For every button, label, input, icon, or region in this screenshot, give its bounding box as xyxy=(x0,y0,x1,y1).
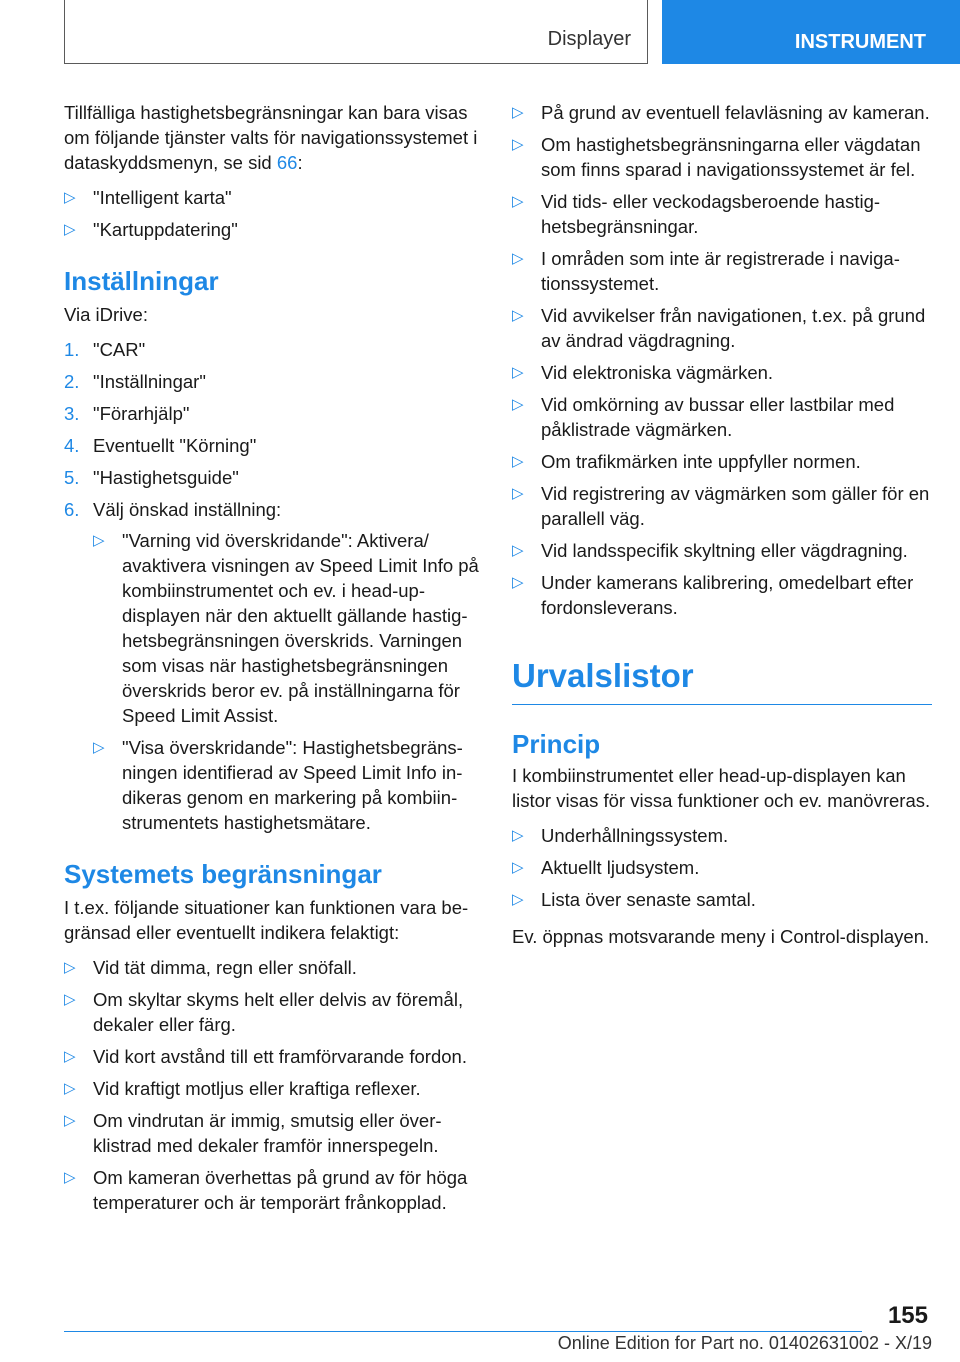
list-item-text: Vid omkörning av bussar eller lastbilar med påklistrade vägmärken. xyxy=(541,394,895,440)
list-item-text: Om hastighetsbegränsningarna eller vägdatan som finns sparad i navigationssystemet är fel. xyxy=(541,134,921,180)
list-item-text: Vid kort avstånd till ett framförvarande fordon. xyxy=(93,1046,467,1067)
list-item-text: Vid elektroniska vägmärken. xyxy=(541,362,774,383)
list-item xyxy=(512,887,932,912)
step-text: Eventuellt "Körning" xyxy=(93,435,257,456)
list-item-text: Vid landsspecifik skyltning eller vägdragning. xyxy=(541,540,908,561)
list-item xyxy=(512,449,932,474)
step-number: 3. xyxy=(64,403,80,424)
triangle-bullet-icon: ▷ xyxy=(512,364,524,381)
header-section-box xyxy=(64,0,648,64)
step-text: "Förarhjälp" xyxy=(93,403,190,424)
services-list xyxy=(64,185,480,242)
list-item-text: Underhållningssystem. xyxy=(541,825,729,846)
list-item-text: Under kamerans kalibrering, omedelbart efter fordonsleverans. xyxy=(541,572,914,618)
principle-heading: Princip xyxy=(512,729,601,759)
list-item-text: Om trafikmärken inte uppfyller normen. xyxy=(541,451,861,472)
header-section-title: Displayer xyxy=(547,28,631,50)
limits-list xyxy=(64,955,480,1215)
footer-edition: Online Edition for Part no. 01402631002 - X/19 xyxy=(557,1333,932,1353)
triangle-bullet-icon: ▷ xyxy=(512,891,524,908)
step-text: "Hastighetsguide" xyxy=(93,467,239,488)
list-item xyxy=(64,217,480,242)
list-item xyxy=(64,1108,480,1158)
list-item-text: "Varning vid överskridande": Aktivera/ avaktivera visningen av Speed Limit Info på kombiinstrumentet och ev. i head-up-displayen när den aktuellt gällande hastighetsbegränsningen överskrids. Varningen som visas när hastighetsbegränsningen överskrids beror ev. på inställningarna för Speed Limit Assist. xyxy=(122,530,479,726)
step-number: 5. xyxy=(64,467,80,488)
list-item xyxy=(512,360,932,385)
lists-heading: Urvalslistor xyxy=(512,656,932,705)
list-item-text: I områden som inte är registrerade i navigationssystemet. xyxy=(541,248,900,294)
triangle-bullet-icon: ▷ xyxy=(64,959,76,976)
triangle-bullet-icon: ▷ xyxy=(64,189,76,206)
settings-steps xyxy=(64,337,480,835)
intro-text: Tillfälliga hastighetsbegränsningar kan bara visas om följande tjänster valts för navigationssystemet i dataskyddsmenyn, se sid xyxy=(64,102,478,173)
triangle-bullet-icon: ▷ xyxy=(512,250,524,267)
step-text: "Inställningar" xyxy=(93,371,206,392)
setting-options-list xyxy=(93,528,480,835)
limits-heading: Systemets begränsningar xyxy=(64,859,382,889)
list-item xyxy=(512,303,932,353)
list-item xyxy=(512,189,932,239)
page-number: 155 xyxy=(887,1302,928,1329)
settings-via: Via iDrive: xyxy=(64,304,148,325)
step-number: 4. xyxy=(64,435,80,456)
step-item xyxy=(64,465,480,490)
list-item xyxy=(512,100,932,125)
triangle-bullet-icon: ▷ xyxy=(512,859,524,876)
list-item-text: "Intelligent karta" xyxy=(93,187,232,208)
step-number: 1. xyxy=(64,339,80,360)
step-item xyxy=(64,337,480,362)
triangle-bullet-icon: ▷ xyxy=(512,136,524,153)
left-column xyxy=(64,100,480,1227)
step-item xyxy=(64,401,480,426)
list-item-text: På grund av eventuell felavläsning av kameran. xyxy=(541,102,930,123)
list-item-text: Vid tids- eller veckodagsberoende hastighetsbegränsningar. xyxy=(541,191,881,237)
triangle-bullet-icon: ▷ xyxy=(64,991,76,1008)
settings-heading: Inställningar xyxy=(64,266,219,296)
triangle-bullet-icon: ▷ xyxy=(64,1080,76,1097)
triangle-bullet-icon: ▷ xyxy=(512,542,524,559)
list-item-text: Om vindrutan är immig, smutsig eller överklistrad med dekaler framför innerspegeln. xyxy=(93,1110,442,1156)
list-item xyxy=(64,1044,480,1069)
triangle-bullet-icon: ▷ xyxy=(512,827,524,844)
triangle-bullet-icon: ▷ xyxy=(64,1048,76,1065)
principle-outro: Ev. öppnas motsvarande meny i Control-displayen. xyxy=(512,926,930,947)
list-item xyxy=(512,132,932,182)
list-item xyxy=(64,1165,480,1215)
triangle-bullet-icon: ▷ xyxy=(512,574,524,591)
list-item xyxy=(93,735,480,835)
list-item-text: Om skyltar skyms helt eller delvis av föremål, dekaler eller färg. xyxy=(93,989,464,1035)
list-item xyxy=(512,392,932,442)
step-text: Välj önskad inställning: xyxy=(93,499,282,520)
step-item xyxy=(64,369,480,394)
triangle-bullet-icon: ▷ xyxy=(64,221,76,238)
header-chapter-title: INSTRUMENT xyxy=(794,30,926,53)
triangle-bullet-icon: ▷ xyxy=(512,104,524,121)
list-item xyxy=(93,528,480,728)
triangle-bullet-icon: ▷ xyxy=(512,453,524,470)
list-item-text: Vid registrering av vägmärken som gäller för en parallell väg. xyxy=(541,483,930,529)
intro-colon: : xyxy=(297,152,303,173)
list-item xyxy=(64,987,480,1037)
triangle-bullet-icon: ▷ xyxy=(512,485,524,502)
principle-text: I kombiinstrumentet eller head-up-displayen kan listor visas för vissa funktioner och ev. manövreras. xyxy=(512,765,931,811)
triangle-bullet-icon: ▷ xyxy=(512,307,524,324)
list-item-text: Vid kraftigt motljus eller kraftiga reflexer. xyxy=(93,1078,421,1099)
list-item-text: Om kameran överhettas på grund av för höga temperaturer och är temporärt frånkopplad. xyxy=(93,1167,468,1213)
list-item xyxy=(512,481,932,531)
list-item-text: Lista över senaste samtal. xyxy=(541,889,756,910)
step-item xyxy=(64,433,480,458)
page-link[interactable]: 66 xyxy=(276,152,298,173)
list-item xyxy=(64,185,480,210)
step-number: 6. xyxy=(64,499,80,520)
triangle-bullet-icon: ▷ xyxy=(512,396,524,413)
list-item-text: Vid tät dimma, regn eller snöfall. xyxy=(93,957,357,978)
step-number: 2. xyxy=(64,371,80,392)
triangle-bullet-icon: ▷ xyxy=(64,1169,76,1186)
list-item xyxy=(512,538,932,563)
list-item-text: "Visa överskridande": Hastighetsbegränsningen identifierad av Speed Limit Info indikeras genom en markering på kombiinstrumentets hastighetsmätare. xyxy=(122,737,463,833)
intro-paragraph xyxy=(64,100,480,175)
list-item-text: Aktuellt ljudsystem. xyxy=(541,857,700,878)
principle-list xyxy=(512,823,932,912)
step-item xyxy=(64,497,480,835)
limits-list-continued xyxy=(512,100,932,620)
list-item xyxy=(512,823,932,848)
footer-divider xyxy=(64,1331,862,1332)
header-chapter-tab xyxy=(662,0,960,64)
triangle-bullet-icon: ▷ xyxy=(64,1112,76,1129)
list-item xyxy=(64,955,480,980)
list-item xyxy=(512,246,932,296)
limits-intro: I t.ex. följande situationer kan funktionen vara begränsad eller eventuellt indikera felaktigt: xyxy=(64,897,469,943)
triangle-bullet-icon: ▷ xyxy=(93,532,105,549)
list-item xyxy=(512,855,932,880)
list-item-text: "Kartuppdatering" xyxy=(93,219,238,240)
triangle-bullet-icon: ▷ xyxy=(93,739,105,756)
list-item xyxy=(64,1076,480,1101)
list-item-text: Vid avvikelser från navigationen, t.ex. på grund av ändrad vägdragning. xyxy=(541,305,926,351)
right-column xyxy=(512,100,932,959)
triangle-bullet-icon: ▷ xyxy=(512,193,524,210)
list-item xyxy=(512,570,932,620)
step-text: "CAR" xyxy=(93,339,146,360)
